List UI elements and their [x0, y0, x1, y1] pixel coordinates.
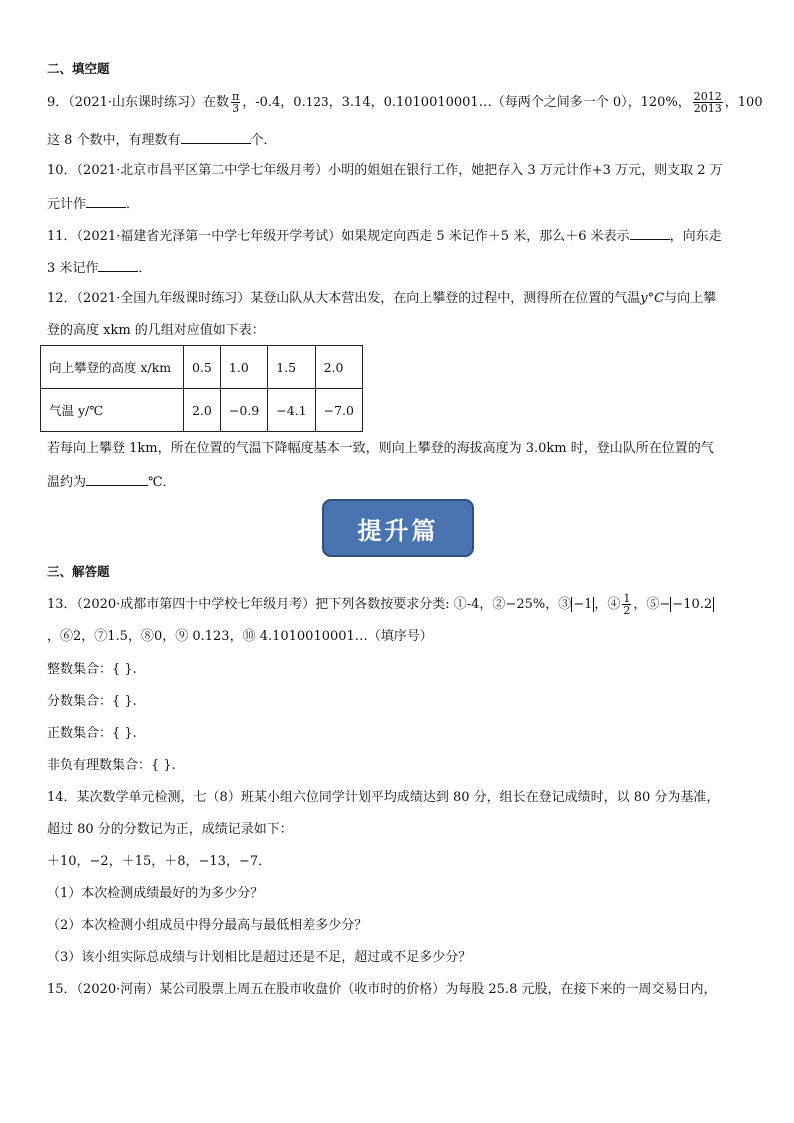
score-record-line: ＋10，−2，＋15，＋8，−13，−7． [47, 854, 272, 869]
question-10-line-1: 10．（2021·北京市昌平区第二中学七年级月考）小明的姐姐在银行工作，她把存入 3 万元计作+3 万元，则支取 2 万 [47, 163, 723, 178]
answer-blank[interactable] [86, 194, 126, 208]
answer-blank[interactable] [98, 258, 138, 272]
question-10-line-2: 元计作 ． [47, 194, 139, 214]
table-cell: 0.5 [184, 346, 221, 389]
table-row [41, 346, 363, 389]
positive-set-line: 正数集合：{ }. [47, 726, 137, 741]
question-12-line-3: 若每向上攀登 1km，所在位置的气温下降幅度基本一致，则向上攀登的海拔高度为 3.0km 时，登山队所在位置的气 [47, 441, 714, 456]
question-11-line-1: 11．（2021·福建省光泽第一中学七年级开学考试）如果规定向西走 5 米记作＋5 米，那么＋6 米表示 ，向东走 [47, 226, 722, 246]
altitude-temperature-table [40, 345, 363, 432]
table-cell: 2.0 [184, 389, 221, 432]
table-header-cell: 向上攀登的高度 x/km [41, 346, 184, 389]
answer-blank[interactable] [86, 472, 148, 486]
advanced-section-banner: 提升篇 [322, 499, 474, 557]
question-13-line-2: ，⑥2，⑦1.5，⑧0，⑨ 0.123，⑩ 4.1010010001…（填序号） [47, 629, 433, 644]
question-12-line-2: 登的高度 xkm 的几组对应值如下表： [47, 323, 265, 338]
section-heading-solve: 三、解答题 [47, 564, 110, 579]
table-cell: −7.0 [315, 389, 362, 432]
table-header-cell: 气温 y/℃ [41, 389, 184, 432]
nonnegative-rational-set-line: 非负有理数集合：{ }. [47, 758, 176, 773]
question-15-line-1: 15．（2020·河南）某公司股票上周五在股市收盘价（收市时的价格）为每股 25.8 元股，在接下来的一周交易日内， [47, 982, 717, 997]
table-cell: 2.0 [315, 346, 362, 389]
question-13-line-1: 13．（2020·成都市第四十中学校七年级月考）把下列各数按要求分类: ①-4，②−25%，③ −1 ，④ $\frac{1}{2}$ ，⑤− −10.2 [47, 592, 713, 617]
answer-blank[interactable] [630, 226, 670, 240]
integer-set-line: 整数集合：{ }. [47, 662, 137, 677]
fraction-set-line: 分数集合：{ }. [47, 694, 137, 709]
table-cell: −4.1 [268, 389, 315, 432]
absolute-value-expression: −10.2 [672, 597, 713, 612]
question-14-sub-1: （1）本次检测成绩最好的为多少分？ [47, 886, 264, 901]
table-cell: −0.9 [220, 389, 267, 432]
question-9-line-1: 9．（2021·山东课时练习）在数 $\frac{\pi}{3}$ ，-0.4，0.123，3.14，0.1010010001…（每两个之间多一个 0），120%， $\frac{2012}{2013}$ ，100 [47, 90, 763, 115]
section-heading-fill-in: 二、填空题 [47, 61, 110, 76]
question-14-sub-2: （2）本次检测小组成员中得分最高与最低相差多少分？ [47, 918, 368, 933]
table-cell: 1.5 [268, 346, 315, 389]
question-14-line-2: 超过 80 分的分数记为正，成绩记录如下： [47, 822, 293, 837]
fraction-pi-over-3: $\frac{\pi}{3}$ [232, 90, 240, 115]
question-11-line-2: 3 米记作 ． [47, 258, 151, 278]
question-14-line-1: 14．某次数学单元检测，七（8）班某小组六位同学计划平均成绩达到 80 分，组长在登记成绩时，以 80 分为基准， [47, 790, 720, 805]
table-row [41, 389, 363, 432]
fraction-one-half: $\frac{1}{2}$ [623, 592, 631, 617]
fraction-2012-over-2013: $\frac{2012}{2013}$ [693, 90, 722, 115]
table-cell: 1.0 [220, 346, 267, 389]
absolute-value-expression: −1 [573, 597, 593, 612]
answer-blank[interactable] [181, 130, 251, 144]
question-14-sub-3: （3）该小组实际总成绩与计划相比是超过还是不足，超过或不足多少分？ [47, 950, 472, 965]
question-12-line-4: 温约为 ℃． [47, 472, 176, 492]
question-9-line-2: 这 8 个数中，有理数有 个． [47, 130, 277, 150]
question-12-line-1: 12．（2021·全国九年级课时练习）某登山队从大本营出发，在向上攀登的过程中，测得所在位置的气温y°C与向上攀 [47, 291, 717, 306]
